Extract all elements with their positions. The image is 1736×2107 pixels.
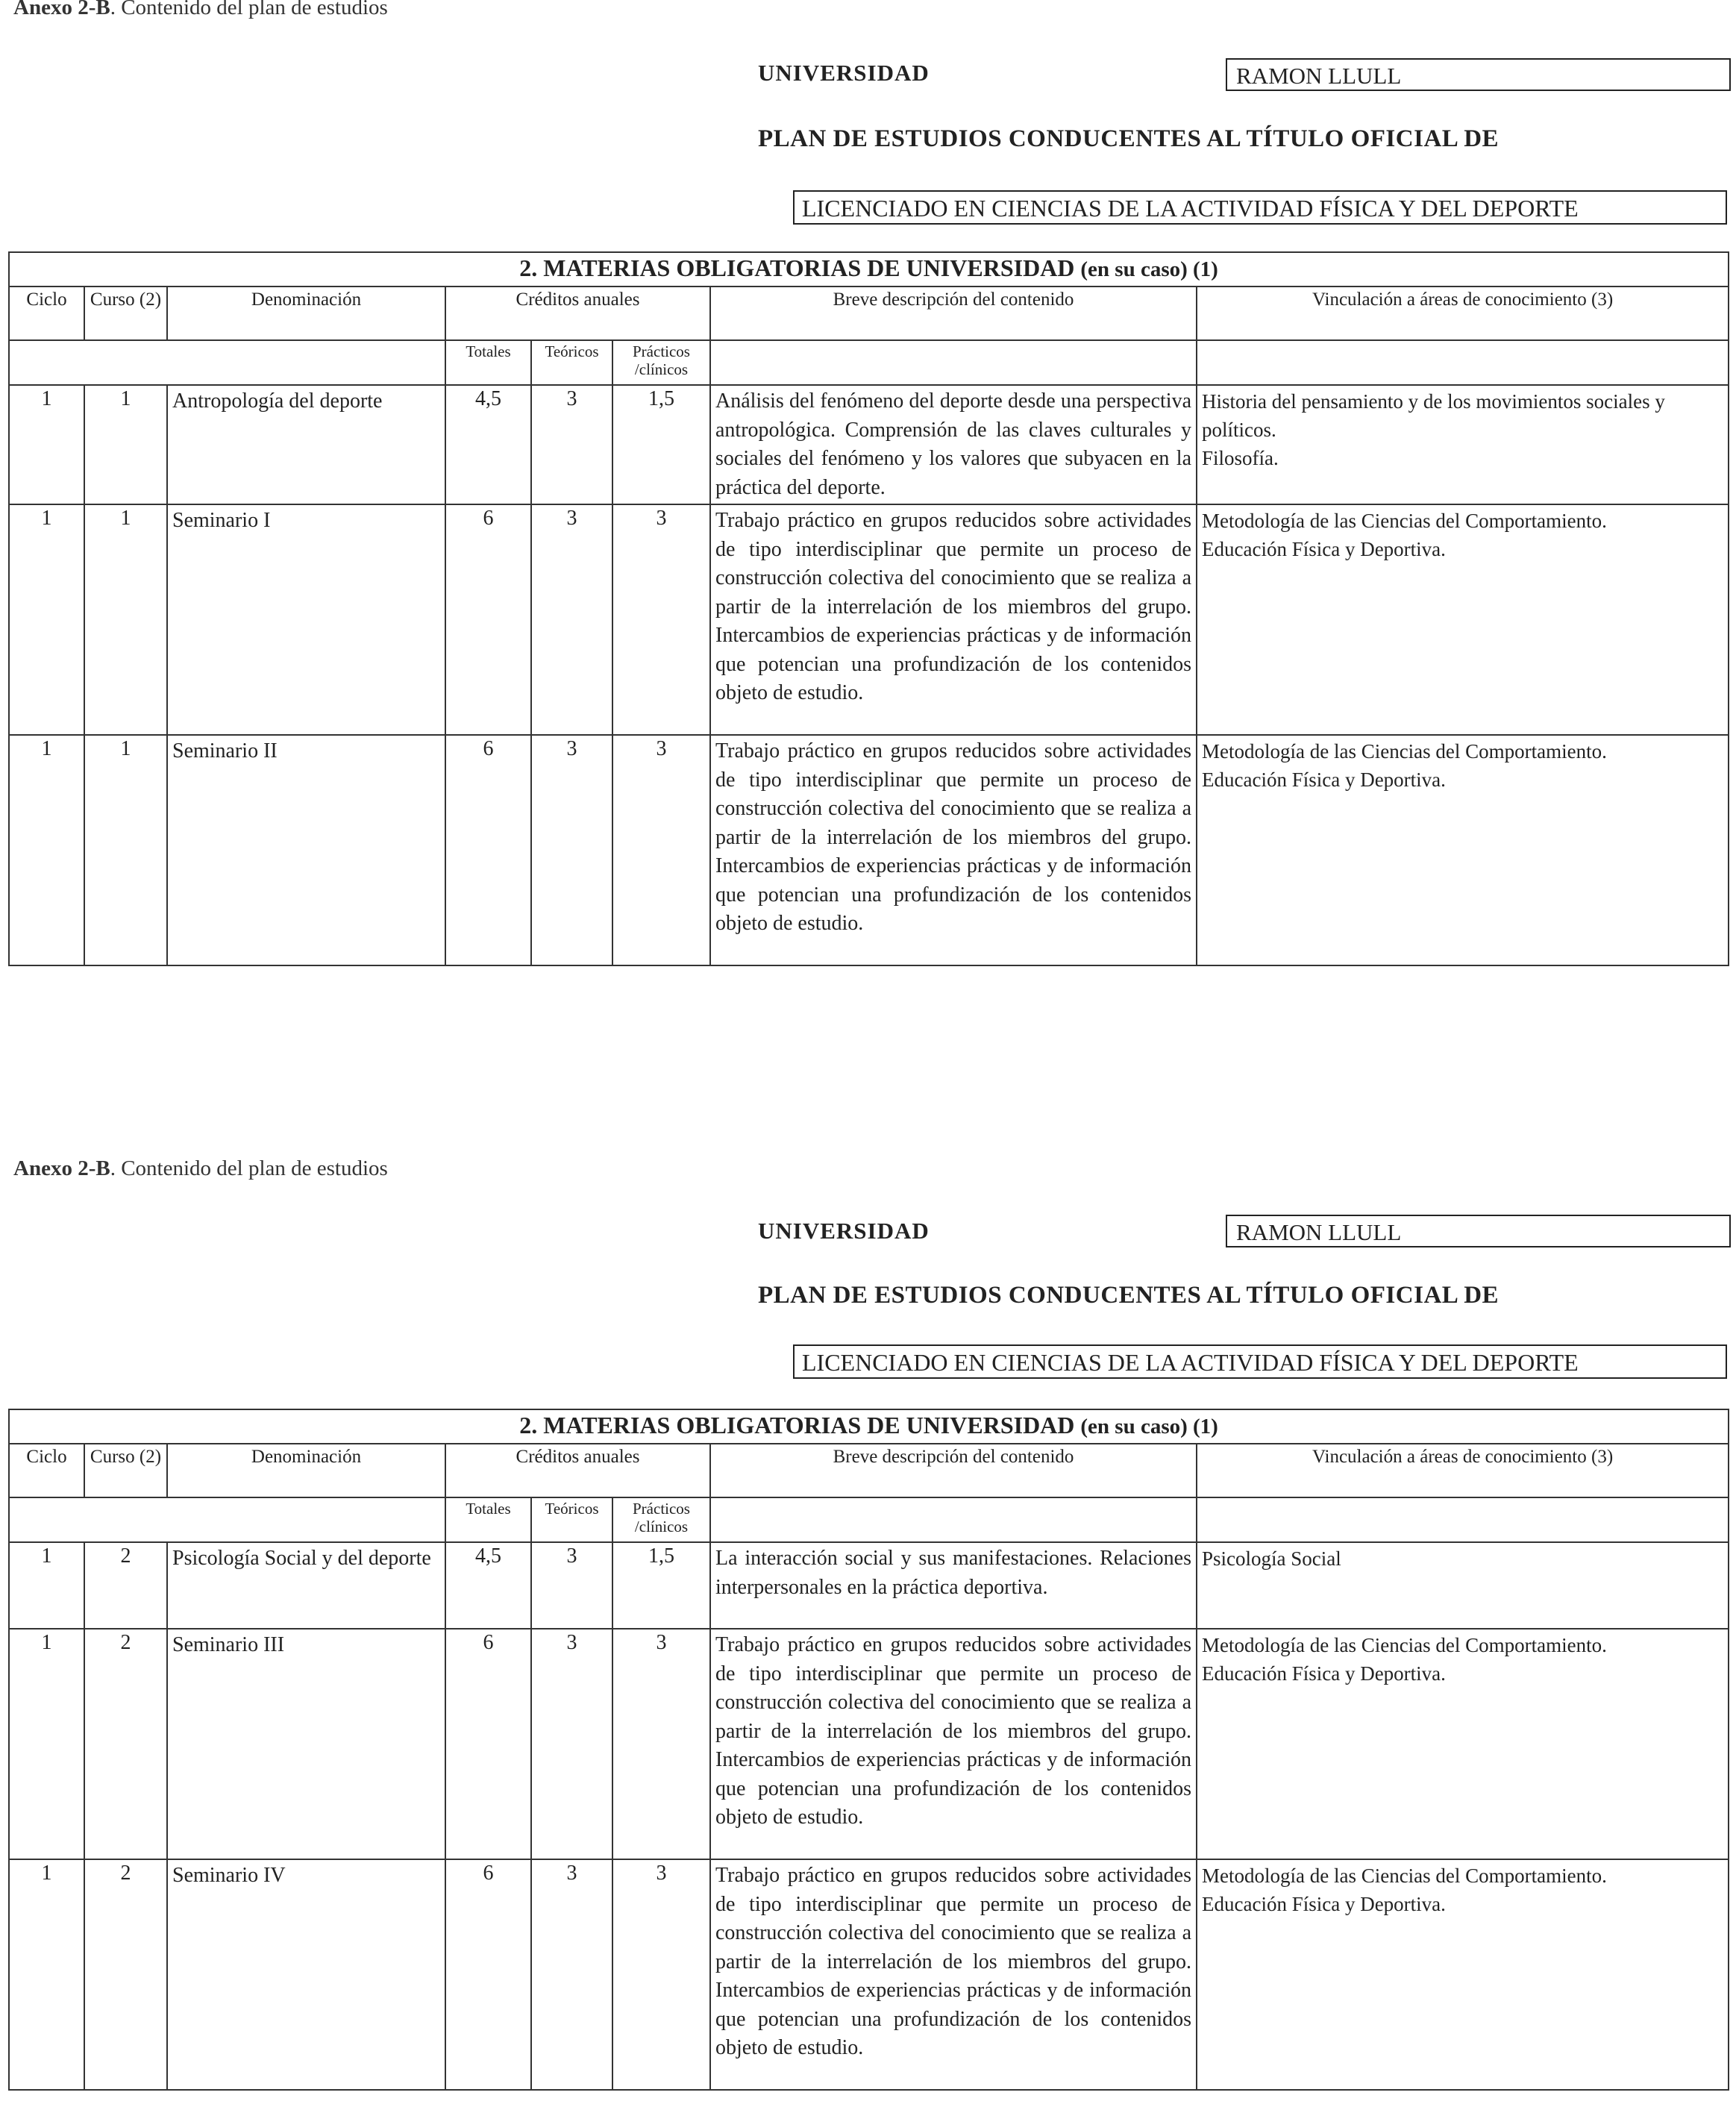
vinculacion-line: Educación Física y Deportiva. [1202, 1893, 1446, 1915]
subheader-blank [710, 340, 1197, 385]
table-row [9, 1859, 1729, 2090]
cell-teoricos: 3 [531, 1542, 612, 1629]
cell-teoricos: 3 [531, 504, 612, 735]
degree-box: LICENCIADO EN CIENCIAS DE LA ACTIVIDAD FÍSICA Y DEL DEPORTE [793, 1344, 1727, 1379]
vinculacion-line: Educación Física y Deportiva. [1202, 768, 1446, 791]
cell-practicos: 3 [612, 1629, 710, 1859]
header-teoricos: Teóricos [531, 1497, 612, 1542]
cell-descripcion: Trabajo práctico en grupos reducidos sobre actividades de tipo interdisciplinar que permite un proceso de construcción colectiva del conocimiento que se realiza a partir de la interrelación de los miembros del grupo. Intercambios de experiencias prácticas y de información que potencian una profundización de los contenidos objeto de estudio. [710, 1859, 1197, 2090]
subheader-blank [1197, 340, 1729, 385]
table-title-main: 2. MATERIAS OBLIGATORIAS DE UNIVERSIDAD [519, 254, 1075, 281]
plan-title: PLAN DE ESTUDIOS CONDUCENTES AL TÍTULO OFICIAL DE [758, 1282, 1500, 1309]
cell-teoricos: 3 [531, 385, 612, 504]
annex-text: . Contenido del plan de estudios [110, 0, 388, 19]
university-label: UNIVERSIDAD [758, 1218, 930, 1244]
cell-totales: 6 [445, 1629, 531, 1859]
cell-teoricos: 3 [531, 735, 612, 965]
degree-box: LICENCIADO EN CIENCIAS DE LA ACTIVIDAD FÍSICA Y DEL DEPORTE [793, 190, 1727, 225]
cell-ciclo: 1 [9, 1859, 84, 2090]
cell-descripcion: Trabajo práctico en grupos reducidos sobre actividades de tipo interdisciplinar que permite un proceso de construcción colectiva del conocimiento que se realiza a partir de la interrelación de los miembros del grupo. Intercambios de experiencias prácticas y de información que potencian una profundización de los contenidos objeto de estudio. [710, 1629, 1197, 1859]
cell-descripcion: Trabajo práctico en grupos reducidos sobre actividades de tipo interdisciplinar que permite un proceso de construcción colectiva del conocimiento que se realiza a partir de la interrelación de los miembros del grupo. Intercambios de experiencias prácticas y de información que potencian una profundización de los contenidos objeto de estudio. [710, 504, 1197, 735]
header-creditos: Créditos anuales [445, 1444, 710, 1497]
cell-totales: 4,5 [445, 385, 531, 504]
table-row [9, 385, 1729, 504]
header-descripcion: Breve descripción del contenido [710, 287, 1197, 340]
vinculacion-line: Filosofía. [1202, 447, 1279, 469]
table-row [9, 1629, 1729, 1859]
header-vinculacion: Vinculación a áreas de conocimiento (3) [1197, 1444, 1729, 1497]
header-curso: Curso (2) [84, 287, 167, 340]
header-row [9, 287, 1729, 340]
cell-curso: 2 [84, 1542, 167, 1629]
cell-totales: 4,5 [445, 1542, 531, 1629]
cell-denominacion: Antropología del deporte [167, 385, 445, 504]
cell-ciclo: 1 [9, 735, 84, 965]
table-title-suffix: (en su caso) (1) [1080, 257, 1218, 281]
cell-ciclo: 1 [9, 1629, 84, 1859]
cell-totales: 6 [445, 504, 531, 735]
cell-curso: 2 [84, 1629, 167, 1859]
cell-totales: 6 [445, 735, 531, 965]
vinculacion-line: Psicología Social [1202, 1547, 1341, 1570]
cell-descripcion: Trabajo práctico en grupos reducidos sobre actividades de tipo interdisciplinar que permite un proceso de construcción colectiva del conocimiento que se realiza a partir de la interrelación de los miembros del grupo. Intercambios de experiencias prácticas y de información que potencian una profundización de los contenidos objeto de estudio. [710, 735, 1197, 965]
vinculacion-line: Metodología de las Ciencias del Comportamiento. [1202, 510, 1607, 532]
table-title [9, 252, 1729, 287]
cell-vinculacion [1197, 504, 1729, 735]
header-row [9, 1444, 1729, 1497]
vinculacion-line: Metodología de las Ciencias del Comportamiento. [1202, 740, 1607, 763]
annex-label: Anexo 2-B [13, 0, 110, 19]
cell-curso: 2 [84, 1859, 167, 2090]
cell-vinculacion [1197, 735, 1729, 965]
header-practicos: Prácticos /clínicos [612, 1497, 710, 1542]
cell-descripcion: Análisis del fenómeno del deporte desde una perspectiva antropológica. Comprensión de las claves culturales y sociales del fenómeno y los valores que subyacen en la práctica del deporte. [710, 385, 1197, 504]
subheader-blank [1197, 1497, 1729, 1542]
cell-curso: 1 [84, 735, 167, 965]
cell-curso: 1 [84, 385, 167, 504]
cell-curso: 1 [84, 504, 167, 735]
table-title-suffix: (en su caso) (1) [1080, 1415, 1218, 1438]
vinculacion-line: Educación Física y Deportiva. [1202, 1662, 1446, 1685]
cell-vinculacion [1197, 1859, 1729, 2090]
header-vinculacion: Vinculación a áreas de conocimiento (3) [1197, 287, 1729, 340]
cell-practicos: 1,5 [612, 385, 710, 504]
university-label: UNIVERSIDAD [758, 60, 930, 86]
subjects-table [8, 251, 1729, 966]
cell-denominacion: Seminario I [167, 504, 445, 735]
header-ciclo: Ciclo [9, 1444, 84, 1497]
university-name-box: RAMON LLULL [1226, 1215, 1731, 1247]
header-denominacion: Denominación [167, 1444, 445, 1497]
vinculacion-line: Metodología de las Ciencias del Comportamiento. [1202, 1634, 1607, 1656]
subjects-table [8, 1409, 1729, 2091]
cell-practicos: 3 [612, 735, 710, 965]
table-title-row [9, 1409, 1729, 1444]
header-practicos: Prácticos /clínicos [612, 340, 710, 385]
subheader-blank [9, 340, 445, 385]
cell-practicos: 3 [612, 504, 710, 735]
cell-teoricos: 3 [531, 1859, 612, 2090]
cell-denominacion: Psicología Social y del deporte [167, 1542, 445, 1629]
vinculacion-line: Metodología de las Ciencias del Comportamiento. [1202, 1865, 1607, 1887]
table-title-row [9, 252, 1729, 287]
cell-vinculacion [1197, 1629, 1729, 1859]
header-curso: Curso (2) [84, 1444, 167, 1497]
cell-teoricos: 3 [531, 1629, 612, 1859]
cell-denominacion: Seminario IV [167, 1859, 445, 2090]
annex-text: . Contenido del plan de estudios [110, 1156, 388, 1180]
cell-ciclo: 1 [9, 385, 84, 504]
cell-vinculacion [1197, 385, 1729, 504]
university-name-box: RAMON LLULL [1226, 58, 1731, 91]
subheader-blank [9, 1497, 445, 1542]
annex-label: Anexo 2-B [13, 1156, 110, 1180]
cell-ciclo: 1 [9, 1542, 84, 1629]
cell-vinculacion [1197, 1542, 1729, 1629]
header-creditos: Créditos anuales [445, 287, 710, 340]
header-denominacion: Denominación [167, 287, 445, 340]
header-ciclo: Ciclo [9, 287, 84, 340]
cell-ciclo: 1 [9, 504, 84, 735]
table-row [9, 1542, 1729, 1629]
header-descripcion: Breve descripción del contenido [710, 1444, 1197, 1497]
header-totales: Totales [445, 340, 531, 385]
annex-heading [13, 1156, 388, 1181]
cell-practicos: 1,5 [612, 1542, 710, 1629]
cell-totales: 6 [445, 1859, 531, 2090]
header-teoricos: Teóricos [531, 340, 612, 385]
table-title [9, 1409, 1729, 1444]
header-totales: Totales [445, 1497, 531, 1542]
subheader-blank [710, 1497, 1197, 1542]
annex-heading [13, 0, 388, 20]
cell-denominacion: Seminario II [167, 735, 445, 965]
cell-practicos: 3 [612, 1859, 710, 2090]
subheader-row [9, 1497, 1729, 1542]
table-row [9, 735, 1729, 965]
vinculacion-line: Historia del pensamiento y de los movimientos sociales y políticos. [1202, 390, 1665, 441]
cell-descripcion: La interacción social y sus manifestaciones. Relaciones interpersonales en la práctica deportiva. [710, 1542, 1197, 1629]
subheader-row [9, 340, 1729, 385]
cell-denominacion: Seminario III [167, 1629, 445, 1859]
table-row [9, 504, 1729, 735]
vinculacion-line: Educación Física y Deportiva. [1202, 538, 1446, 560]
plan-title: PLAN DE ESTUDIOS CONDUCENTES AL TÍTULO OFICIAL DE [758, 125, 1500, 152]
table-title-main: 2. MATERIAS OBLIGATORIAS DE UNIVERSIDAD [519, 1412, 1075, 1438]
